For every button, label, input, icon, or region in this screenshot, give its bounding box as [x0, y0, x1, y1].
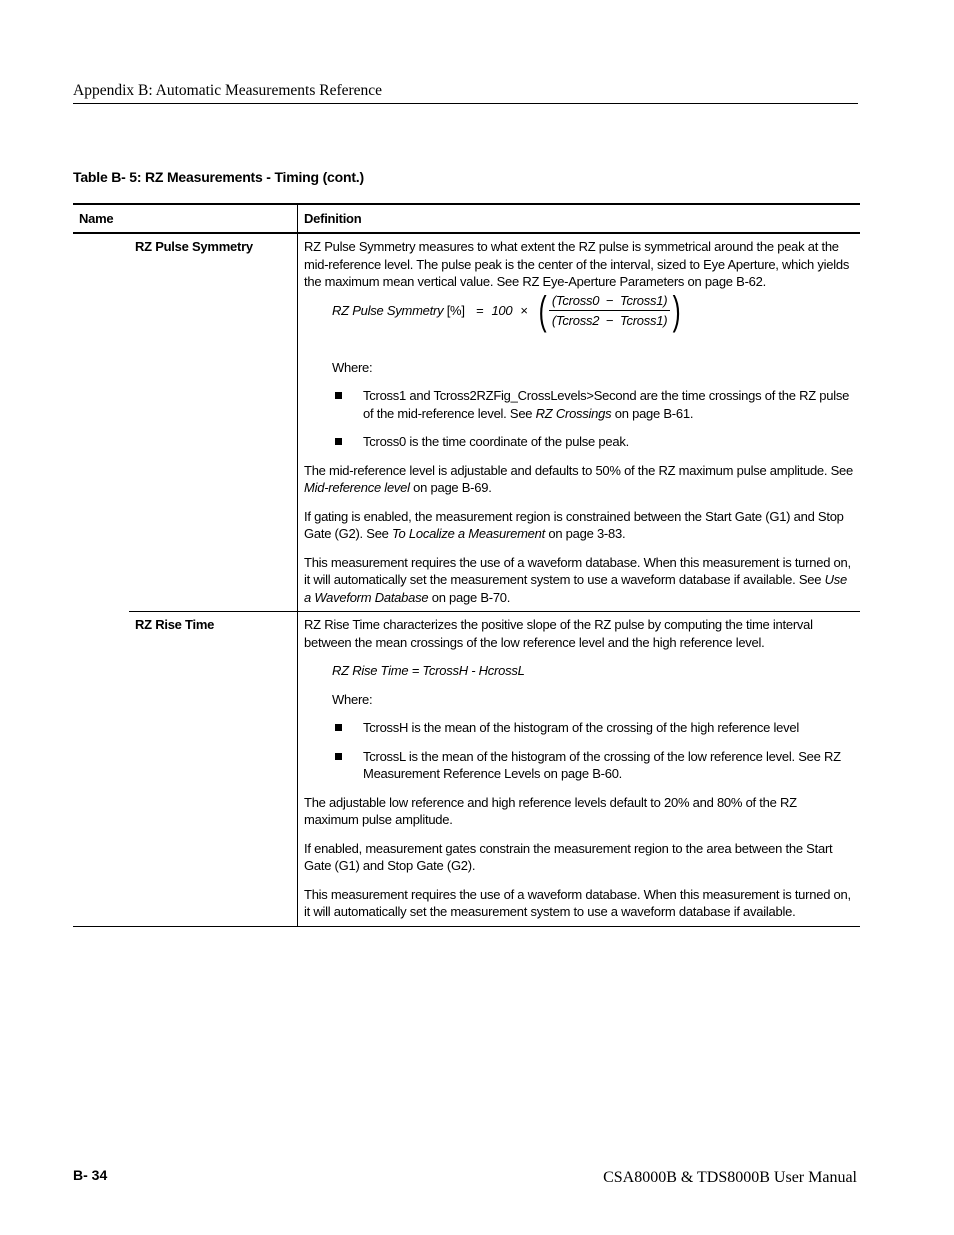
definition-paragraph: The adjustable low reference and high reference levels default to 20% and 80% of the RZ maximum pulse amplitude.	[304, 794, 797, 827]
formula-times: ×	[520, 302, 528, 318]
definition-paragraph: If gating is enabled, the measurement region is constrained between the Start Gate (G1) and Stop Gate (G2). See To Localize a Measurement on page 3-83.	[304, 508, 844, 541]
formula-fraction	[549, 292, 671, 330]
table-header-row	[73, 205, 860, 232]
running-head: Appendix B: Automatic Measurements Reference	[73, 82, 383, 99]
formula-lhs: RZ Pulse Symmetry	[332, 302, 444, 318]
crossref-link: Use a Waveform Database	[304, 572, 847, 605]
bullet-square-icon	[335, 392, 342, 399]
bullet-square-icon	[335, 753, 342, 760]
formula-unit: [%]	[443, 302, 469, 318]
table-row	[73, 234, 860, 611]
definition-paragraph: This measurement requires the use of a waveform database. When this measurement is turned on, it will automatically set the measurement system to use a waveform database if available. See Use a Waveform Database on page B-70.	[304, 554, 851, 605]
bullet-text-tail: on page B-61.	[611, 405, 694, 421]
row-name: RZ Pulse Symmetry	[135, 239, 253, 254]
header-definition: Definition	[297, 205, 860, 232]
bullet-text: Tcross0 is the time coordinate of the pulse peak.	[363, 434, 629, 449]
list-item	[332, 433, 854, 451]
page-number: B- 34	[73, 1167, 108, 1183]
formula-coefficient: 100	[491, 302, 513, 318]
crossref-link: Mid-reference level	[304, 480, 410, 495]
pulse-symmetry-formula	[332, 289, 854, 333]
list-item	[332, 748, 854, 783]
table-caption: Table B- 5: RZ Measurements - Timing (cont.)	[73, 169, 364, 185]
bullet-square-icon	[335, 438, 342, 445]
formula-numerator: (Tcross0 − Tcross1)	[549, 292, 671, 312]
row-definition	[297, 234, 860, 611]
definition-intro: RZ Pulse Symmetry measures to what extent the RZ pulse is symmetrical around the peak at the mid-reference level. The pulse peak is the center of the interval, sized to Eye Aperture, which yields the maximum mean vertical value. See RZ Eye-Aperture Parameters on page B-62.	[304, 239, 850, 289]
definition-intro: RZ Rise Time characterizes the positive slope of the RZ pulse by computing the time interval between the mean crossings of the low reference level and the high reference level.	[304, 617, 813, 650]
definition-paragraph: If enabled, measurement gates constrain the measurement region to the area between the Start Gate (G1) and Stop Gate (G2).	[304, 840, 833, 873]
where-label: Where:	[332, 691, 373, 707]
table-bottom-rule	[73, 926, 860, 927]
definition-paragraph: This measurement requires the use of a waveform database. When this measurement is turned on, it will automatically set the measurement system to use a waveform database if available.	[304, 886, 851, 919]
list-item	[332, 387, 854, 422]
left-paren-glyph: (	[538, 288, 547, 333]
rise-time-formula: RZ Rise Time = TcrossH - HcrossL	[332, 663, 525, 678]
formula-equals: =	[476, 302, 484, 318]
table-row	[73, 612, 860, 926]
crossref-link: To Localize a Measurement	[392, 526, 545, 541]
bullet-text: Tcross1 and Tcross2RZFig_CrossLevels>Second are the time crossings of the RZ pulse of the mid-reference level. See	[363, 388, 850, 421]
where-label: Where:	[332, 359, 373, 375]
right-paren-glyph: )	[672, 288, 681, 333]
header-rule	[73, 103, 858, 104]
bullet-text: TcrossH is the mean of the histogram of the crossing of the high reference level	[363, 720, 799, 735]
crossref-link: RZ Crossings	[535, 405, 612, 421]
header-name: Name	[79, 211, 114, 226]
bullet-text: TcrossL is the mean of the histogram of the crossing of the low reference level. See RZ Measurement Reference Levels on page B-60.	[363, 748, 841, 781]
measurements-table	[73, 203, 860, 927]
formula-denominator: (Tcross2 − Tcross1)	[551, 313, 668, 328]
row-definition	[297, 612, 860, 926]
row-name: RZ Rise Time	[135, 617, 215, 632]
definition-paragraph: The mid-reference level is adjustable and defaults to 50% of the RZ maximum pulse amplitude. See Mid-reference level on page B-69.	[304, 462, 854, 495]
manual-title: CSA8000B & TDS8000B User Manual	[603, 1169, 857, 1186]
bullet-square-icon	[335, 724, 342, 731]
list-item	[332, 719, 854, 737]
